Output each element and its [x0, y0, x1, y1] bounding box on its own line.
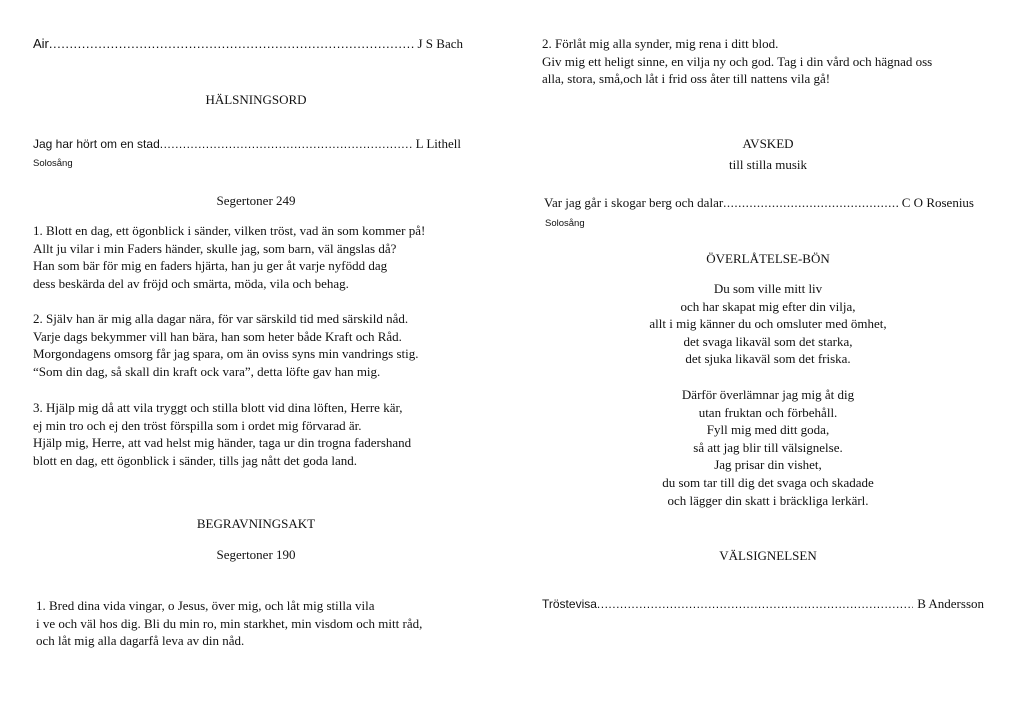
right-page — [512, 0, 1024, 716]
program-item-air — [33, 36, 463, 52]
prayer-paragraph-1 — [512, 280, 1024, 368]
hymn-verse-1 — [36, 597, 422, 650]
prayer-line: det sjuka likaväl som det friska. — [685, 351, 851, 367]
prayer-line: det svaga likaväl som det starka, — [683, 333, 853, 349]
verse-line: “Som din dag, så skall din kraft ock vara”, detta löfte gav han mig. — [33, 363, 381, 379]
section-heading-halsningsord: HÄLSNINGSORD — [205, 92, 307, 107]
verse-line: dess beskärda del av fröjd och smärta, möda, vila och behag. — [33, 275, 349, 291]
verse-line: Allt ju vilar i min Faders händer, skulle jag, som barn, väl ängslas då? — [33, 240, 397, 256]
section-heading-begravningsakt: BEGRAVNINGSAKT — [196, 516, 316, 531]
program-item-song3 — [542, 596, 984, 612]
verse-line: Han som bär för mig en faders hjärta, han ju ger åt varje nyfödd dag — [33, 258, 388, 274]
section-heading-avsked: AVSKED — [742, 136, 794, 151]
prayer-line: du som tar till dig det svaga och skadade — [662, 474, 874, 490]
hymn-verse-2 — [542, 35, 932, 88]
section-subheading: till stilla musik — [728, 157, 807, 172]
verse-line: 1. Bred dina vida vingar, o Jesus, över mig, och låt mig stilla vila — [36, 598, 375, 613]
program-item-composer: C O Rosenius — [901, 195, 974, 210]
verse-line: Hjälp mig, Herre, att vad helst mig händer, taga ur din trogna fadershand — [33, 435, 412, 451]
prayer-line: och lägger din skatt i bräckliga lerkärl. — [667, 492, 869, 508]
prayer-line: Därför överlämnar jag mig åt dig — [681, 387, 855, 402]
hymn-verse-3 — [33, 399, 411, 469]
program-item-title: Tröstevisa — [542, 597, 597, 611]
prayer-line: och har skapat mig efter din vilja, — [680, 298, 856, 314]
verse-line: och låt mig alla dagarfå leva av din nåd. — [36, 633, 245, 649]
program-item-title: Var jag går i skogar berg och dalar — [544, 195, 724, 210]
verse-line: 3. Hjälp mig då att vila tryggt och stilla blott vid dina löften, Herre kär, — [33, 400, 403, 415]
program-item-title: Jag har hört om en stad — [33, 137, 160, 151]
verse-line: 1. Blott en dag, ett ögonblick i sänder, vilken tröst, vad än som kommer på! — [33, 223, 426, 238]
program-item-composer: B Andersson — [917, 596, 984, 611]
program-item-title: Air — [33, 36, 49, 51]
hymn-heading: Segertoner 249 — [216, 193, 296, 208]
leader-dots — [49, 36, 414, 51]
prayer-line: utan fruktan och förbehåll. — [698, 404, 838, 420]
verse-line: i ve och väl hos dig. Bli du min ro, min starkhet, min visdom och mitt råd, — [36, 615, 423, 631]
program-item-song1 — [33, 136, 461, 152]
verse-line: ej min tro och ej den tröst förspilla som i ordet mig förvarad är. — [33, 417, 362, 433]
verse-line: Giv mig ett heligt sinne, en vilja ny och god. Tag i din vård och hägnad oss — [542, 53, 933, 69]
prayer-paragraph-2 — [512, 386, 1024, 509]
verse-line: 2. Själv han är mig alla dagar nära, för var särskild tid med särskild nåd. — [33, 311, 409, 326]
prayer-line: Fyll mig med ditt goda, — [706, 422, 830, 438]
program-item-composer: L Lithell — [415, 136, 461, 151]
hymn-verse-2 — [33, 310, 419, 380]
verse-line: 2. Förlåt mig alla synder, mig rena i ditt blod. — [542, 36, 779, 51]
prayer-line: allt i mig känner du och omsluter med ömhet, — [649, 316, 887, 332]
verse-line: Varje dags bekymmer vill han bära, han som heter både Kraft och Råd. — [33, 328, 402, 344]
prayer-line: Jag prisar din vishet, — [714, 457, 822, 473]
hymn-verse-1 — [33, 222, 425, 292]
performance-note: Solosång — [545, 218, 585, 229]
leader-dots — [160, 137, 412, 151]
prayer-line: så att jag blir till välsignelse. — [693, 439, 843, 455]
verse-line: alla, stora, små,och låt i frid oss åter till nattens vila gå! — [542, 71, 831, 87]
program-item-song2 — [544, 195, 974, 211]
leader-dots — [723, 195, 898, 211]
leader-dots — [597, 597, 913, 611]
section-heading-valsignelsen: VÄLSIGNELSEN — [719, 548, 817, 563]
verse-line: blott en dag, ett ögonblick i sänder, tills jag nått det goda land. — [33, 452, 358, 468]
program-item-composer: J S Bach — [417, 36, 463, 51]
hymn-heading: Segertoner 190 — [216, 547, 296, 562]
verse-line: Morgondagens omsorg får jag spara, om än oviss syns min vandrings stig. — [33, 346, 419, 362]
prayer-line: Du som ville mitt liv — [713, 281, 823, 296]
section-heading-overlatelse: ÖVERLÅTELSE-BÖN — [706, 251, 830, 266]
performance-note: Solosång — [33, 158, 73, 169]
